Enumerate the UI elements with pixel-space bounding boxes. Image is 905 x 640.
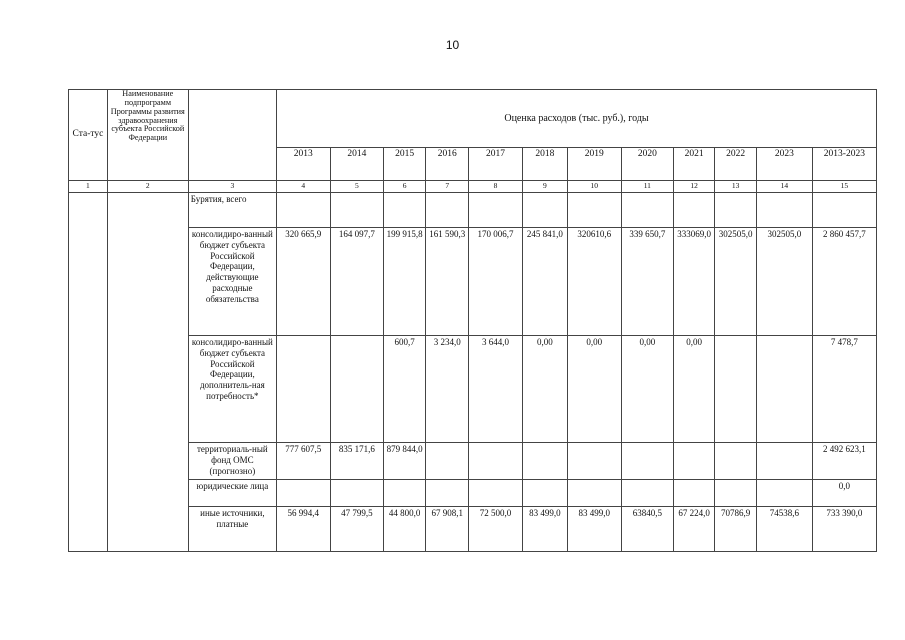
value-cell: 0,00 bbox=[522, 336, 567, 443]
value-cell: 170 006,7 bbox=[469, 228, 523, 336]
table-row bbox=[69, 336, 877, 443]
value-cell bbox=[715, 443, 757, 480]
year-header: 2020 bbox=[621, 148, 674, 181]
column-number: 3 bbox=[188, 181, 276, 193]
value-cell bbox=[621, 443, 674, 480]
value-cell bbox=[469, 193, 523, 228]
column-number: 1 bbox=[69, 181, 108, 193]
value-cell: 2 860 457,7 bbox=[812, 228, 876, 336]
value-cell: 339 650,7 bbox=[621, 228, 674, 336]
value-cell bbox=[277, 193, 331, 228]
value-cell bbox=[674, 443, 715, 480]
column-number: 7 bbox=[426, 181, 469, 193]
table-row bbox=[69, 193, 877, 228]
value-cell bbox=[757, 443, 813, 480]
header-status: Ста-тус bbox=[69, 90, 108, 181]
value-cell: 44 800,0 bbox=[384, 507, 426, 552]
value-cell bbox=[757, 193, 813, 228]
value-cell: 302505,0 bbox=[757, 228, 813, 336]
source-cell: территориаль-ный фонд ОМС (прогнозно) bbox=[188, 443, 276, 480]
table-body bbox=[69, 193, 877, 552]
year-header: 2023 bbox=[757, 148, 813, 181]
expenditure-table bbox=[68, 89, 877, 552]
value-cell: 879 844,0 bbox=[384, 443, 426, 480]
value-cell bbox=[674, 480, 715, 507]
value-cell: 199 915,8 bbox=[384, 228, 426, 336]
value-cell: 63840,5 bbox=[621, 507, 674, 552]
year-header: 2013-2023 bbox=[812, 148, 876, 181]
value-cell: 733 390,0 bbox=[812, 507, 876, 552]
column-number: 13 bbox=[715, 181, 757, 193]
value-cell: 0,00 bbox=[567, 336, 621, 443]
value-cell bbox=[384, 193, 426, 228]
name-cell bbox=[107, 193, 188, 552]
value-cell bbox=[812, 193, 876, 228]
value-cell bbox=[757, 480, 813, 507]
value-cell: 320610,6 bbox=[567, 228, 621, 336]
year-header: 2018 bbox=[522, 148, 567, 181]
value-cell: 164 097,7 bbox=[330, 228, 384, 336]
value-cell: 3 644,0 bbox=[469, 336, 523, 443]
column-number: 6 bbox=[384, 181, 426, 193]
year-header: 2015 bbox=[384, 148, 426, 181]
column-number-row bbox=[69, 181, 877, 193]
header-name: Наименование подпрограмм Программы развития здравоохранения субъекта Российской Федерации bbox=[107, 90, 188, 181]
column-number: 12 bbox=[674, 181, 715, 193]
value-cell: 333069,0 bbox=[674, 228, 715, 336]
value-cell: 0,00 bbox=[674, 336, 715, 443]
value-cell bbox=[330, 193, 384, 228]
value-cell: 83 499,0 bbox=[522, 507, 567, 552]
value-cell: 161 590,3 bbox=[426, 228, 469, 336]
column-number: 10 bbox=[567, 181, 621, 193]
table-row bbox=[69, 443, 877, 480]
header-title: Оценка расходов (тыс. руб.), годы bbox=[277, 90, 877, 148]
value-cell bbox=[715, 193, 757, 228]
value-cell bbox=[277, 480, 331, 507]
column-number: 11 bbox=[621, 181, 674, 193]
value-cell bbox=[426, 480, 469, 507]
value-cell bbox=[757, 336, 813, 443]
column-number: 14 bbox=[757, 181, 813, 193]
year-header: 2013 bbox=[277, 148, 331, 181]
value-cell: 74538,6 bbox=[757, 507, 813, 552]
value-cell bbox=[426, 443, 469, 480]
column-number: 4 bbox=[277, 181, 331, 193]
page-number: 10 bbox=[445, 38, 460, 52]
value-cell bbox=[384, 480, 426, 507]
year-header: 2017 bbox=[469, 148, 523, 181]
source-cell: консолидиро-ванный бюджет субъекта Российской Федерации, действующие расходные обязательства bbox=[188, 228, 276, 336]
column-number: 8 bbox=[469, 181, 523, 193]
year-header: 2016 bbox=[426, 148, 469, 181]
status-cell bbox=[69, 193, 108, 552]
value-cell bbox=[715, 336, 757, 443]
value-cell: 47 799,5 bbox=[330, 507, 384, 552]
value-cell bbox=[277, 336, 331, 443]
column-number: 2 bbox=[107, 181, 188, 193]
value-cell: 83 499,0 bbox=[567, 507, 621, 552]
value-cell: 0,00 bbox=[621, 336, 674, 443]
value-cell: 3 234,0 bbox=[426, 336, 469, 443]
value-cell bbox=[469, 480, 523, 507]
table-row bbox=[69, 228, 877, 336]
value-cell: 56 994,4 bbox=[277, 507, 331, 552]
year-header: 2021 bbox=[674, 148, 715, 181]
value-cell: 835 171,6 bbox=[330, 443, 384, 480]
value-cell bbox=[674, 193, 715, 228]
value-cell: 70786,9 bbox=[715, 507, 757, 552]
table-row bbox=[69, 507, 877, 552]
year-header: 2022 bbox=[715, 148, 757, 181]
column-number: 9 bbox=[522, 181, 567, 193]
value-cell: 600,7 bbox=[384, 336, 426, 443]
value-cell bbox=[567, 193, 621, 228]
value-cell: 7 478,7 bbox=[812, 336, 876, 443]
year-header: 2014 bbox=[330, 148, 384, 181]
table-row bbox=[69, 480, 877, 507]
source-cell: Бурятия, всего bbox=[188, 193, 276, 228]
header-source bbox=[188, 90, 276, 181]
value-cell bbox=[567, 480, 621, 507]
source-cell: юридические лица bbox=[188, 480, 276, 507]
value-cell bbox=[426, 193, 469, 228]
value-cell bbox=[469, 443, 523, 480]
value-cell: 245 841,0 bbox=[522, 228, 567, 336]
value-cell bbox=[330, 336, 384, 443]
value-cell bbox=[715, 480, 757, 507]
value-cell bbox=[621, 480, 674, 507]
column-number: 5 bbox=[330, 181, 384, 193]
value-cell: 67 224,0 bbox=[674, 507, 715, 552]
year-header: 2019 bbox=[567, 148, 621, 181]
source-cell: консолидиро-ванный бюджет субъекта Российской Федерации, дополнитель-ная потребность* bbox=[188, 336, 276, 443]
value-cell bbox=[330, 480, 384, 507]
value-cell: 2 492 623,1 bbox=[812, 443, 876, 480]
value-cell bbox=[522, 443, 567, 480]
value-cell bbox=[567, 443, 621, 480]
value-cell: 302505,0 bbox=[715, 228, 757, 336]
value-cell: 72 500,0 bbox=[469, 507, 523, 552]
value-cell: 0,0 bbox=[812, 480, 876, 507]
source-cell: иные источники, платные bbox=[188, 507, 276, 552]
value-cell bbox=[621, 193, 674, 228]
value-cell: 67 908,1 bbox=[426, 507, 469, 552]
value-cell: 320 665,9 bbox=[277, 228, 331, 336]
value-cell bbox=[522, 480, 567, 507]
column-number: 15 bbox=[812, 181, 876, 193]
value-cell: 777 607,5 bbox=[277, 443, 331, 480]
value-cell bbox=[522, 193, 567, 228]
